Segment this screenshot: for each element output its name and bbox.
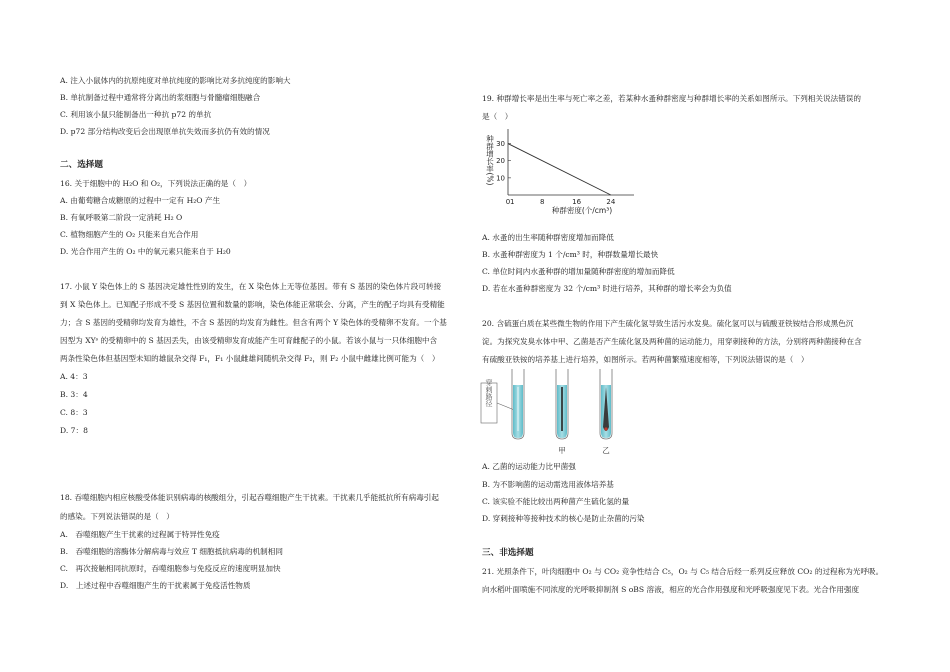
population-growth-chart (480, 125, 640, 225)
x-tick-label: 1 (510, 198, 515, 206)
x-tick-label: 16 (572, 198, 582, 206)
q18-option-c: C. 再次接触相同抗原时，吞噬细胞参与免疫反应的速度明显加快 (60, 564, 281, 573)
q19-option-c: C. 单位时间内水蚤种群的增加量随种群密度的增加而降低 (482, 267, 675, 276)
q15-option-d: D. p72 部分结构改变后会出现原单抗失效而多抗仍有效的情况 (60, 127, 270, 136)
x-tick-label: 8 (540, 198, 545, 206)
q15-option-a: A. 注入小鼠体内的抗原纯度对单抗纯度的影响比对多抗纯度的影响大 (60, 76, 291, 85)
q15-option-b: B. 单抗制备过程中通常将分离出的浆细胞与骨髓瘤细胞融合 (60, 93, 261, 102)
q16-option-c: C. 植物细胞产生的 O₂ 只能来自光合作用 (60, 230, 199, 239)
q15-option-c: C. 利用该小鼠只能制备出一种抗 p72 的单抗 (60, 110, 212, 119)
q18-option-a: A. 吞噬细胞产生干扰素的过程属于特异性免疫 (60, 530, 220, 539)
y-axis-label: 种群增长率(%) (485, 135, 495, 186)
q20-stem-line: 有硫酸亚铁铵的培养基上进行培养，如图所示。若两种菌繁殖速度相等，下列说法错误的是（ ） (482, 355, 809, 364)
q16-option-b: B. 有氧呼吸第二阶段一定消耗 H₂ O (60, 213, 183, 222)
q18-option-d: D. 上述过程中吞噬细胞产生的干扰素属于免疫活性物质 (60, 581, 251, 590)
q21-stem-line: 21. 光照条件下，叶肉细胞中 O₂ 与 CO₂ 竞争性结合 C₅，O₂ 与 C₅ 结合后经一系列反应释放 CO₂ 的过程称为光呼吸。 (482, 567, 884, 576)
q20-option-c: C. 该实验不能比较出两种菌产生硫化氢的量 (482, 497, 630, 506)
q18-stem-line: 18. 吞噬细胞内相应核酸受体能识别病毒的核酸组分，引起吞噬细胞产生干扰素。干扰素几乎能抵抗所有病毒引起 (60, 493, 439, 502)
test-tube-figure (480, 365, 650, 460)
test-tube-control (512, 369, 524, 439)
q20-option-a: A. 乙菌的运动能力比甲菌强 (482, 462, 576, 471)
x-tick-label: 24 (606, 198, 616, 206)
q19-option-d: D. 若在水蚤种群密度为 32 个/cm³ 时进行培养，其种群的增长率会为负值 (482, 284, 732, 293)
q20-option-b: B. 为不影响菌的运动需选用液体培养基 (482, 480, 614, 489)
q16-option-d: D. 光合作用产生的 O₂ 中的氧元素只能来自于 H₂0 (60, 247, 231, 256)
section-2-title: 二、选择题 (60, 160, 103, 170)
q17-stem-line: 两条性染色体但基因型未知的雄鼠杂交得 F₁，F₁ 小鼠雌雄间随机杂交得 F₂，则 F₂ 小鼠中雌雄比例可能为（ ） (60, 354, 440, 363)
y-tick-label: 20 (496, 157, 505, 166)
q18-option-b: B. 吞噬细胞的溶酶体分解病毒与效应 T 细胞抵抗病毒的机制相同 (60, 547, 283, 556)
tube-label-yi: 乙 (602, 446, 610, 455)
q17-option-d: D. 7：8 (60, 426, 88, 435)
q20-stem-line: 20. 含硫蛋白质在某些微生物的作用下产生硫化氢导致生活污水发臭。硫化氢可以与硫酸亚铁铵结合形成黑色沉 (482, 319, 854, 328)
q17-stem-line: 17. 小鼠 Y 染色体上的 S 基因决定雄性性别的发生，在 X 染色体上无等位基因。带有 S 基因的染色体片段可转接 (60, 282, 442, 291)
q21-stem-line: 向水稻叶面喷施不同浓度的光呼吸抑制剂 S oBS 溶液，相应的光合作用强度和光呼吸强度见下表。光合作用强度 (482, 585, 860, 594)
growth-rate-line (508, 144, 611, 195)
q18-stem-line: 的感染。下列说法错误的是（ ） (60, 512, 174, 521)
x-axis-label: 种群密度(个/cm³) (551, 206, 613, 215)
test-tube-jia (556, 369, 568, 439)
q17-option-c: C. 8：3 (60, 408, 88, 417)
q17-stem-line: 力；含 S 基因的受精卵均发育为雄性，不含 S 基因的均发育为雌性。但含有两个 Y 染色体的受精卵不发育。一个基 (60, 318, 447, 327)
q19-stem-line: 19. 种群增长率是出生率与死亡率之差，若某种水蚤种群密度与种群增长率的关系如图所示。下列相关说法错误的 (482, 94, 861, 103)
q19-option-a: A. 水蚤的出生率随种群密度增加而降低 (482, 233, 614, 242)
y-tick-label: 10 (496, 174, 505, 183)
q17-option-b: B. 3：4 (60, 390, 88, 399)
y-tick-label: 30 (496, 140, 505, 149)
q17-stem-line: 到 X 染色体上。已知配子形成不受 S 基因位置和数量的影响，染色体能正常联会、分离，产生的配子均具有受精能 (60, 300, 445, 309)
q20-stem-line: 淀。为探究发臭水体中甲、乙菌是否产生硫化氢及两种菌的运动能力，用穿刺接种的方法，分别将两种菌接种在含 (482, 337, 862, 346)
q19-stem-line: 是（ ） (482, 112, 513, 121)
q20-option-d: D. 穿刺接种等接种技术的核心是防止杂菌的污染 (482, 514, 645, 523)
q19-option-b: B. 水蚤种群密度为 1 个/cm³ 时，种群数量增长最快 (482, 250, 659, 259)
tube-label-jia: 甲 (558, 446, 566, 455)
section-3-title: 三、非选择题 (482, 548, 534, 558)
q16-stem: 16. 关于细胞中的 H₂O 和 O₂，下列说法正确的是（ ） (60, 179, 252, 188)
puncture-path-label: 穿刺路径 (485, 379, 493, 407)
q17-stem-line: 因型为 XYˢ 的受精卵中的 S 基因丢失，由该受精卵发育成能产生可育雌配子的小鼠。若该小鼠与一只体细胞中含 (60, 336, 438, 345)
q16-option-a: A. 由葡萄糖合成糖原的过程中一定有 H₂O 产生 (60, 196, 221, 205)
x-tick-label: 0 (505, 198, 511, 206)
test-tube-yi (600, 369, 612, 439)
q17-option-a: A. 4：3 (60, 372, 88, 381)
